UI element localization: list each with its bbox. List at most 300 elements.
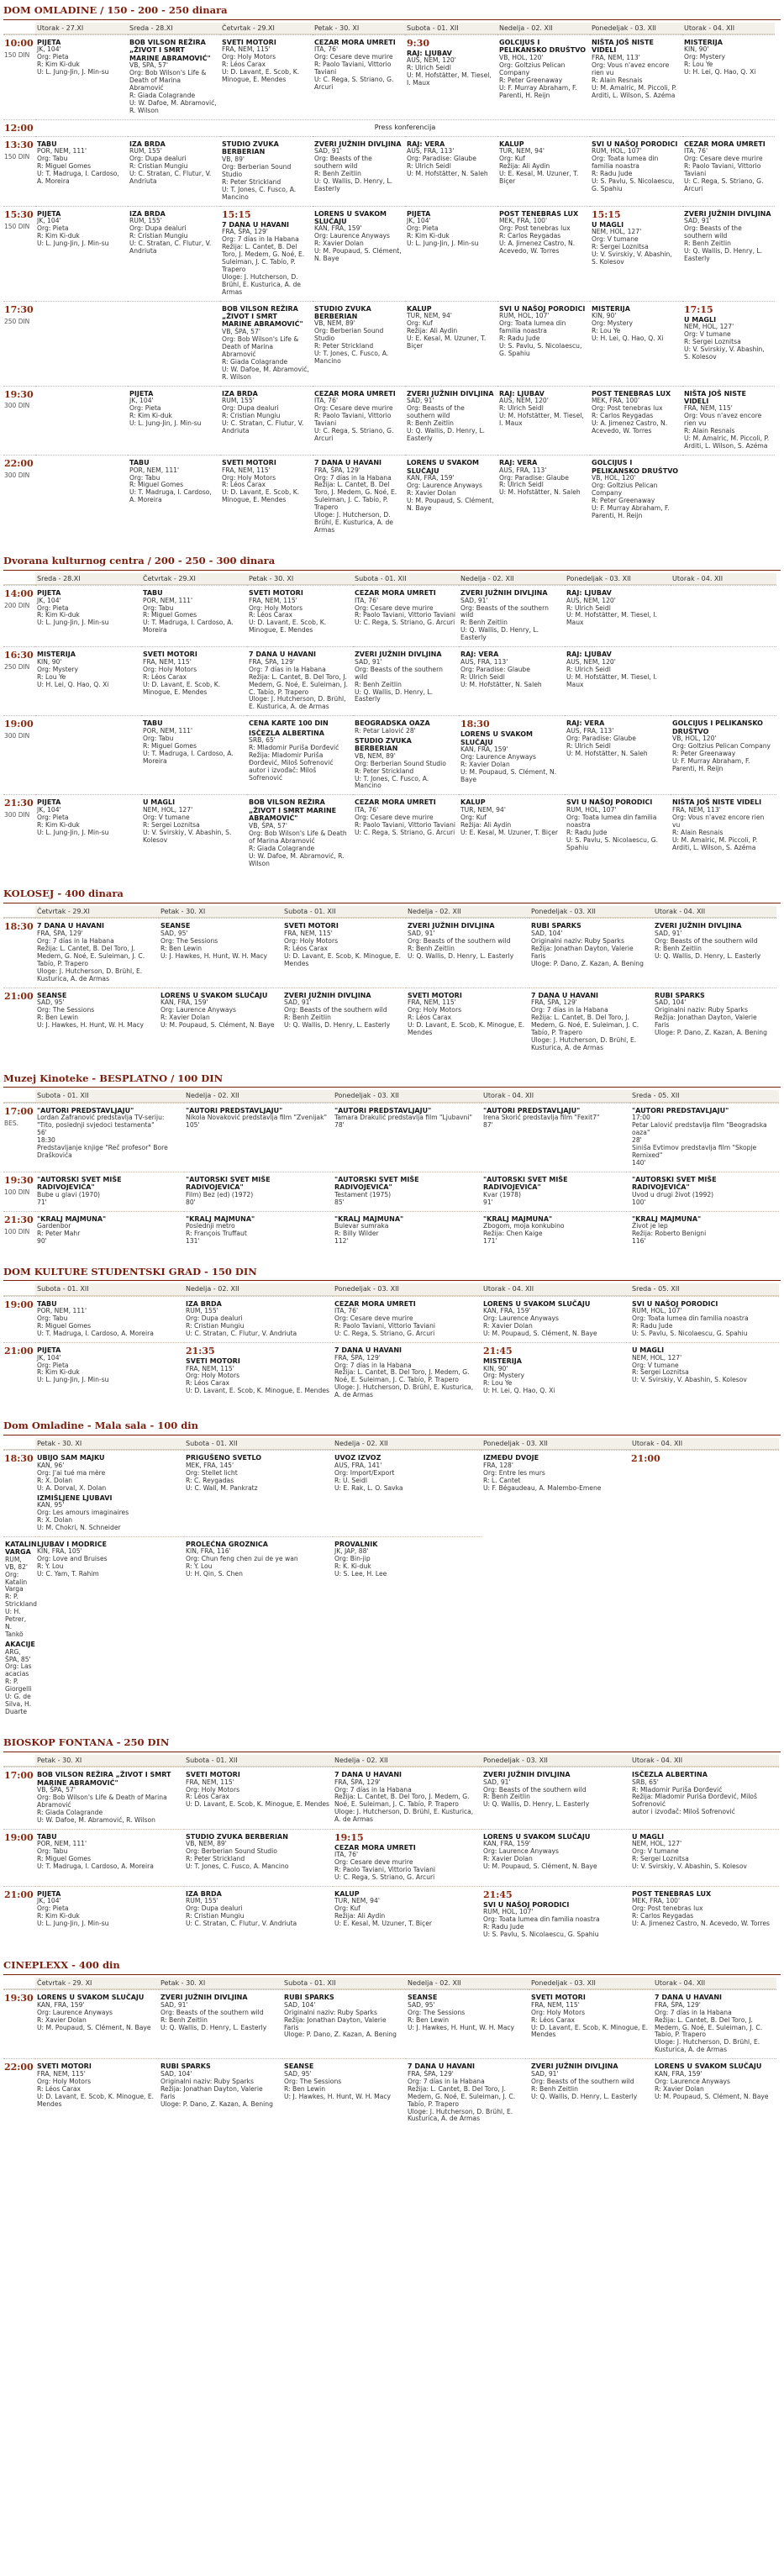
- film-detail: Org: Holy Motors: [186, 1785, 240, 1794]
- film-detail: ITA, 76': [355, 596, 379, 604]
- film-detail: U: M. Hofstätter, M. Tiesel, I. Maux: [566, 611, 657, 627]
- film-detail: U: C. Rega, S. Striano, G. Arcuri: [314, 76, 394, 92]
- film-detail: U: C. Rega, S. Striano, G. Arcuri: [355, 828, 455, 836]
- price-label: 300 DIN: [4, 811, 30, 819]
- screening: [355, 589, 455, 627]
- film-detail: Režija: Ali Aydin: [460, 820, 512, 829]
- film-detail: R: Paolo Taviani, Vittorio Taviani: [314, 411, 392, 427]
- film-detail: R: Alain Resnais: [592, 76, 643, 84]
- screening: [37, 1494, 181, 1532]
- film-detail: VB, ŠPA, 57': [37, 1786, 76, 1794]
- schedule-cell: [590, 386, 682, 456]
- schedule-cell: [35, 918, 159, 987]
- screening: [334, 1107, 478, 1130]
- venue-section: [3, 1419, 781, 1720]
- film-detail: 116': [632, 1236, 646, 1245]
- film-title: RAJ: VERA: [499, 459, 538, 467]
- schedule-cell: [630, 1767, 779, 1829]
- film-detail: autor i izvođač: Miloš Sofrenović: [632, 1808, 735, 1816]
- time-value: 21:30: [4, 798, 34, 809]
- film-title: TABU: [37, 1299, 57, 1308]
- screening: [222, 459, 309, 504]
- film-detail: Org: Mystery: [483, 1372, 525, 1380]
- schedule-cell: [141, 715, 247, 794]
- time-value: 21:00: [631, 1453, 660, 1465]
- film-detail: Org: 7 días in la Habana: [334, 1361, 412, 1369]
- film-title: PIJETA: [37, 39, 61, 46]
- schedule-cell: [184, 1172, 333, 1211]
- film-detail: Predstavljanje knjige "Reč profesor" Bore Draškovića: [37, 1143, 168, 1159]
- film-detail: R: Peter Greenaway: [672, 750, 736, 758]
- film-detail: Org: Holy Motors: [222, 53, 276, 61]
- screening: [249, 651, 350, 711]
- film-detail: SAD, 91': [460, 596, 488, 604]
- day-header: Utorak - 04. XII: [481, 1090, 630, 1102]
- film-detail: R: Benh Zeitlin: [684, 239, 731, 247]
- schedule-cell: [590, 136, 682, 206]
- day-header: Nedelja - 02. XII: [333, 1438, 481, 1450]
- film-detail: SAD, 91': [284, 998, 312, 1006]
- film-detail: R: Kim Ki-duk: [37, 820, 80, 829]
- schedule-cell: [282, 1989, 406, 2058]
- film-title: CEZAR MORA UMRETI: [684, 140, 766, 148]
- film-detail: SAD, 95': [408, 2000, 435, 2009]
- film-detail: Org: Post tenebras lux: [592, 403, 663, 412]
- film-detail: U: L. Jung-Jin, J. Min-su: [37, 1920, 109, 1928]
- film-detail: Režija: Jonathan Dayton, Valerie Faris: [160, 2084, 263, 2100]
- screening: [186, 1300, 329, 1338]
- film-title: UBIJO SAM MAJKU: [37, 1454, 105, 1462]
- film-detail: Org: Laurence Anyways: [483, 1847, 559, 1856]
- film-title: SVETI MOTORI: [408, 991, 462, 999]
- film-detail: R: Carlos Reygadas: [632, 1912, 694, 1920]
- time-value: 14:00: [4, 588, 34, 600]
- film-detail: Org: Love and Bruises: [37, 1555, 108, 1563]
- film-title: CEZAR MORA UMRETI: [314, 39, 396, 46]
- schedule-cell: [671, 646, 776, 715]
- film-detail: Lordan Zafranović predstavlja TV-seriju: "Tito, poslednji svjedoci testamenta": [37, 1114, 165, 1130]
- schedule-cell: [682, 206, 775, 301]
- schedule-grid: [3, 1283, 781, 1404]
- film-detail: U: L. Jung-Jin, J. Min-su: [407, 239, 479, 247]
- film-detail: Org: Pieta: [37, 224, 69, 232]
- film-title: CENA KARTE 100 DIN: [249, 719, 329, 728]
- schedule-cell: [630, 1342, 779, 1404]
- time-label: [3, 1886, 35, 1943]
- film-title: NIŠTA JOŠ NISTE VIDELI: [592, 39, 654, 55]
- screening: [531, 1994, 650, 2039]
- film-detail: KAN, FRA, 159': [460, 745, 508, 754]
- film-detail: Org: Dupa dealuri: [186, 1314, 243, 1323]
- price-label: 150 DIN: [4, 152, 30, 161]
- film-title: SVETI MOTORI: [531, 1994, 586, 2002]
- schedule-cell: [653, 2058, 776, 2127]
- film-detail: U: G. de Silva, H. Duarte: [5, 1693, 32, 1716]
- film-detail: R: X. Dolan: [37, 1515, 73, 1524]
- film-detail: U: C. Stratan, C. Flutur, V. Andriuta: [129, 170, 212, 186]
- film-detail: SAD, 91': [355, 657, 382, 666]
- film-detail: KAN, FRA, 159': [655, 2069, 702, 2078]
- price-label: BES.: [4, 1119, 19, 1127]
- film-detail: Org: The Sessions: [284, 2077, 342, 2085]
- screening: [37, 1176, 181, 1207]
- film-detail: U: D. Lavant, E. Scob, K. Minogue, E. Mendes: [37, 2092, 155, 2108]
- film-detail: R: Benh Zeitlin: [531, 2084, 578, 2093]
- film-detail: Org: 7 días in la Habana: [249, 665, 326, 673]
- film-detail: Org: Mystery: [684, 53, 726, 61]
- film-title: TABU: [37, 1832, 57, 1841]
- film-detail: R: Peter Strickland: [355, 766, 414, 775]
- film-detail: Nikola Novaković predstavlja film "Zvenijak": [186, 1114, 327, 1122]
- time-value: 10:00: [4, 38, 34, 49]
- film-detail: Uloge: J. Hutcherson, D. Brühl, E. Kusturica, A. de Armas: [655, 2038, 760, 2054]
- day-header: Četvrtak - 29.XI: [220, 23, 313, 34]
- film-detail: U: D. Lavant, E. Scob, K. Minogue, E. Mendes: [186, 1800, 329, 1809]
- film-detail: U: M. Poupaud, S. Clément, N. Baye: [37, 2023, 151, 2031]
- film-detail: Uloge: J. Hutcherson, D. Brühl, E. Kusturica, A. de Armas: [222, 272, 301, 296]
- film-detail: RUM, VB, 82': [5, 1555, 28, 1571]
- film-detail: 18:30: [37, 1135, 55, 1144]
- schedule-cell: [481, 1172, 630, 1211]
- film-detail: R: Kim Ki-duk: [37, 1368, 80, 1377]
- time-label: [3, 455, 35, 539]
- film-detail: KAN, FRA, 159': [407, 473, 455, 482]
- schedule-cell: [682, 455, 775, 539]
- film-detail: AUS, FRA, 113': [499, 466, 547, 474]
- screening: [37, 922, 155, 982]
- day-header: Utorak - 04. XII: [630, 1438, 779, 1450]
- time-label: [3, 2058, 35, 2127]
- film-detail: U: T. Madruga, I. Cardoso, A. Moreira: [37, 1862, 154, 1871]
- time-label: [3, 988, 35, 1056]
- film-detail: U: Q. Wallis, D. Henry, L. Easterly: [160, 2023, 267, 2031]
- film-detail: Film) Bez (ed) (1972): [186, 1190, 254, 1198]
- film-detail: Org: Cesare deve murire: [334, 1858, 413, 1867]
- film-detail: FRA, ŠPA, 129': [37, 929, 83, 937]
- screening: [684, 39, 771, 76]
- film-title: SVETI MOTORI: [186, 1357, 240, 1366]
- day-header: Utorak - 04. XII: [671, 573, 776, 585]
- film-detail: R: Cristian Mungiu: [129, 162, 188, 171]
- screening: [314, 390, 402, 443]
- film-detail: Originalni naziv: Ruby Sparks: [160, 2077, 254, 2085]
- film-detail: R: Mladomir Puriša Đorđević: [249, 744, 339, 752]
- film-detail: U: M. Poupaud, S. Clément, N. Baye: [483, 1330, 597, 1338]
- schedule-cell: [220, 301, 313, 386]
- film-title: "KRALJ MAJMUNA": [37, 1214, 107, 1223]
- film-detail: R: Paolo Taviani, Vittorio Taviani: [334, 1866, 436, 1874]
- venue-section: [3, 1265, 781, 1404]
- screening: [186, 1833, 329, 1871]
- film-detail: Org: The Sessions: [37, 1005, 95, 1014]
- film-title: BOB VILSON REŽIRA „ŽIVOT I SMRT MARINE ABRAMOVIĆ": [222, 304, 303, 329]
- film-detail: Org: Holy Motors: [408, 1005, 462, 1014]
- film-detail: U: L. Jung-Jin, J. Min-su: [37, 828, 109, 836]
- film-detail: U: H. Qin, S. Chen: [186, 1570, 243, 1578]
- screening: [284, 1994, 403, 2039]
- film-detail: FRA, ŠPA, 129': [334, 1353, 381, 1362]
- film-detail: Org: Beasts of the southern wild: [408, 936, 511, 945]
- film-detail: Org: Dupa dealuri: [129, 224, 187, 232]
- film-detail: FRA, ŠPA, 129': [249, 657, 295, 666]
- film-detail: FRA, ŠPA, 129': [222, 227, 268, 235]
- film-detail: R: Kim Ki-duk: [37, 61, 80, 69]
- film-title: U MAGLI: [592, 220, 624, 229]
- schedule-cell: [128, 386, 220, 456]
- schedule-cell: [671, 715, 776, 794]
- film-detail: Org: 7 días in la Habana: [531, 1005, 608, 1014]
- screening-time: 17:15: [684, 303, 713, 315]
- day-header: Ponedeljak - 03. XII: [590, 23, 682, 34]
- schedule-cell: [220, 455, 313, 539]
- film-detail: Org: Bob Wilson's Life & Death of Marina Abramović: [249, 829, 347, 845]
- film-detail: R: Miguel Gomes: [37, 1855, 92, 1863]
- film-detail: R: Miguel Gomes: [129, 481, 184, 489]
- film-title: ISČEZLA ALBERTINA: [632, 1771, 708, 1779]
- day-header: Ponedeljak - 03. XII: [565, 573, 671, 585]
- day-header: Petak - 30. XI: [159, 906, 282, 918]
- film-detail: U: Q. Wallis, D. Henry, L. Easterly: [355, 687, 434, 703]
- screening: [314, 459, 402, 535]
- film-detail: Org: Chun feng chen zui de ye wan: [186, 1555, 298, 1563]
- time-value: 18:30: [4, 921, 34, 933]
- film-detail: KIN, 90': [37, 657, 62, 666]
- schedule-cell: [481, 1103, 630, 1172]
- film-detail: R: Xavier Dolan: [37, 2015, 87, 2024]
- film-detail: SAD, 91': [655, 929, 682, 937]
- schedule-cell: [35, 455, 128, 539]
- schedule-cell: [481, 1450, 630, 1536]
- film-detail: Org: Tabu: [143, 734, 174, 742]
- film-detail: SAD, 104': [531, 929, 563, 937]
- film-detail: U: D. Lavant, E. Scob, K. Minogue, E. Mendes: [222, 68, 300, 84]
- screening: [531, 992, 650, 1052]
- film-detail: U: T. Jones, C. Fusco, A. Mancino: [355, 774, 429, 790]
- film-detail: R: Léos Carax: [186, 1793, 230, 1801]
- film-detail: Uloge: J. Hutcherson, D. Brühl, E. Kusturica, A. de Armas: [531, 1035, 637, 1051]
- venue-title: BIOSKOP FONTANA - 250 DIN: [3, 1736, 781, 1752]
- film-detail: ITA, 76': [684, 147, 708, 155]
- film-detail: U: M. Hofstätter, M. Tiesel, I. Maux: [566, 672, 657, 688]
- film-title: POST TENEBRAS LUX: [499, 209, 579, 218]
- film-title: SVETI MOTORI: [284, 922, 339, 930]
- film-detail: R: Léos Carax: [408, 1013, 452, 1021]
- film-detail: R: Kim Ki-duk: [37, 611, 80, 619]
- screening-time: 21:45: [483, 1346, 513, 1357]
- screening: [408, 2062, 526, 2123]
- film-detail: U: T. Madruga, I. Cardoso, A. Moreira: [129, 488, 212, 504]
- film-detail: R: Radu Jude: [592, 170, 633, 178]
- film-detail: R: Y. Lou: [37, 1562, 64, 1571]
- schedule-cell: [481, 1767, 630, 1829]
- film-detail: Režija: L. Cantet, B. Del Toro, J. Medem, G. Noé, E. Suleiman, J. C. Tabío, P. Trapero: [655, 2015, 763, 2039]
- film-detail: U: T. Madruga, I. Cardoso, A. Moreira: [143, 619, 234, 635]
- film-detail: R: Xavier Dolan: [655, 2084, 704, 2093]
- screening: [186, 1176, 329, 1207]
- film-detail: Siniša Evtimov predstavlja film "Skopje Remixed": [632, 1143, 757, 1159]
- film-detail: VB, NEM, 89': [314, 319, 355, 328]
- film-title: ZVERI JUŽNIH DIVLJINA: [160, 1994, 248, 2002]
- film-detail: U: J. Hawkes, H. Hunt, W. H. Macy: [160, 951, 268, 960]
- film-detail: R: Xavier Dolan: [483, 1855, 533, 1863]
- time-label: [3, 1211, 35, 1250]
- screening: [655, 992, 773, 1037]
- film-detail: Org: Beasts of the southern wild: [160, 2008, 264, 2016]
- screening: [143, 798, 244, 844]
- film-detail: 90': [37, 1236, 47, 1245]
- film-detail: U: T. Jones, C. Fusco, A. Mancino: [186, 1862, 289, 1871]
- film-detail: FRA, NEM, 115': [222, 466, 271, 474]
- venue-title: CINEPLEXX - 400 din: [3, 1958, 781, 1975]
- screening: [408, 922, 526, 960]
- screening: [499, 390, 587, 428]
- screening: [129, 210, 217, 255]
- day-header: Utorak - 04. XII: [653, 906, 776, 918]
- film-detail: Org: Beasts of the southern wild: [460, 603, 549, 619]
- schedule-cell: [220, 136, 313, 206]
- film-detail: VB, HOL, 120': [672, 735, 717, 743]
- film-detail: Org: Cesare deve murire: [314, 53, 393, 61]
- screening: [592, 140, 679, 193]
- schedule-cell: [497, 206, 590, 301]
- screening: [355, 798, 455, 836]
- film-detail: R: Lou Ye: [483, 1379, 513, 1388]
- film-detail: JK, 104': [37, 1897, 61, 1905]
- time-value: 12:00: [4, 122, 34, 134]
- schedule-cell: [184, 1536, 333, 1720]
- film-title: SEANSE: [160, 922, 191, 930]
- schedule-cell: [159, 918, 282, 987]
- schedule-cell: [35, 1296, 184, 1342]
- film-detail: U: Q. Wallis, D. Henry, L. Easterly: [531, 2092, 638, 2100]
- film-detail: KIN, 90': [592, 311, 617, 319]
- film-detail: U: S. Pavlu, S. Nicolaescu, G. Spahiu: [566, 835, 659, 851]
- film-detail: VB, 89': [222, 155, 245, 163]
- film-detail: TUR, NEM, 94': [499, 147, 545, 155]
- film-title: PRIGUŠENO SVETLO: [186, 1454, 262, 1462]
- screening: [37, 1107, 181, 1160]
- film-detail: 56': [37, 1129, 47, 1137]
- film-detail: Org: Laurence Anyways: [655, 2077, 730, 2085]
- film-detail: Org: Pieta: [407, 224, 439, 232]
- screening: [334, 1454, 478, 1492]
- film-title: ZVERI JUŽNIH DIVLJINA: [684, 209, 771, 218]
- time-label: [3, 136, 35, 206]
- film-title: RUBI SPARKS: [655, 991, 705, 999]
- screening: [632, 1346, 776, 1384]
- film-detail: U: M. Poupaud, S. Clément, N. Baye: [407, 496, 494, 512]
- film-detail: Kvar (1978): [483, 1190, 521, 1198]
- film-detail: FRA, ŠPA, 129': [531, 998, 577, 1006]
- screening: [334, 1300, 478, 1338]
- film-detail: JK, 104': [407, 216, 431, 224]
- film-detail: R: Ben Lewin: [408, 2015, 450, 2024]
- film-detail: U: L. Jung-Jin, J. Min-su: [37, 239, 109, 247]
- film-detail: TUR, NEM, 94': [407, 311, 452, 319]
- film-detail: Org: Katalin Varga: [5, 1570, 28, 1594]
- schedule-cell: [184, 1103, 333, 1172]
- time-label: [3, 1172, 35, 1211]
- film-title: IZA BRDA: [129, 209, 166, 218]
- venue-section: [3, 3, 781, 539]
- film-detail: Org: V tumane: [632, 1361, 679, 1369]
- film-detail: U: D. Lavant, E. Scob, K. Minogue, E. Mendes: [284, 951, 402, 967]
- film-title: "AUTORSKI SVET MIŠE RADIVOJEVIĆA": [483, 1175, 568, 1192]
- film-detail: FRA, ŠPA, 129': [408, 2069, 454, 2078]
- schedule-cell: [333, 1211, 481, 1250]
- film-detail: U: Q. Wallis, D. Henry, L. Easterly: [460, 626, 539, 642]
- film-title: "AUTORSKI SVET MIŠE RADIVOJEVIĆA": [37, 1175, 122, 1192]
- schedule-cell: [630, 1886, 779, 1943]
- day-header: Petak - 30. XI: [35, 1755, 184, 1767]
- price-label: 150 DIN: [4, 222, 30, 230]
- film-title: 7 DANA U HAVANI: [249, 651, 316, 659]
- film-detail: Org: Beasts of the southern wild: [684, 224, 742, 240]
- film-title: 7 DANA U HAVANI: [334, 1346, 402, 1355]
- film-detail: Org: Holy Motors: [531, 2008, 586, 2016]
- schedule-cell: [220, 386, 313, 456]
- film-detail: AUS, FRA, 113': [566, 726, 614, 735]
- schedule-cell: [333, 1172, 481, 1211]
- schedule-cell: [353, 646, 459, 715]
- film-detail: 78': [334, 1121, 345, 1130]
- film-detail: Org: Dupa dealuri: [222, 403, 279, 412]
- venue-section: [3, 887, 781, 1056]
- film-title: STUDIO ZVUKA BERBERIAN: [186, 1832, 288, 1841]
- film-detail: U: F. Bégaudeau, A. Malembo-Emene: [483, 1483, 602, 1492]
- venue-title: DOM KULTURE STUDENTSKI GRAD - 150 DIN: [3, 1265, 781, 1282]
- film-title: ZVERI JUŽNIH DIVLJINA: [407, 389, 494, 398]
- schedule-cell: [682, 386, 775, 456]
- film-detail: U: A. Dorval, X. Dolan: [37, 1483, 107, 1492]
- screening: [592, 390, 679, 435]
- film-detail: Režija: Ali Aydin: [499, 162, 550, 171]
- film-detail: RUM, HOL, 107': [566, 805, 617, 814]
- film-detail: R: Peter Greenaway: [592, 496, 655, 504]
- screening: [129, 390, 217, 428]
- day-header: Ponedeljak - 03. XII: [529, 906, 653, 918]
- film-title: RUBI SPARKS: [531, 922, 581, 930]
- schedule-cell: [35, 206, 128, 301]
- schedule-cell: [529, 2058, 653, 2127]
- film-detail: VB, ŠPA, 57': [222, 327, 260, 335]
- day-header: Nedelja - 02. XII: [497, 23, 590, 34]
- film-detail: Org: Las acacias: [5, 1662, 32, 1678]
- film-detail: U: J. Hawkes, H. Hunt, W. H. Macy: [284, 2092, 392, 2100]
- screening: [334, 1346, 478, 1399]
- film-detail: Org: Vous n'avez encore rien vu: [684, 412, 762, 428]
- film-title: 7 DANA U HAVANI: [531, 991, 598, 999]
- film-detail: R: Peter Strickland: [186, 1855, 245, 1863]
- film-detail: U: E. Kesal, M. Uzuner, T. Biçer: [499, 170, 579, 186]
- day-header: Subota - 01. XII: [282, 1978, 406, 1989]
- film-detail: U: W. Dafoe, M. Abramović, R. Wilson: [129, 99, 217, 115]
- screening: [566, 798, 667, 851]
- price-label: 250 DIN: [4, 663, 30, 672]
- schedule-cell: [333, 1103, 481, 1172]
- film-detail: R: Mladomir Puriša Đorđević: [632, 1785, 723, 1794]
- film-title: RUBI SPARKS: [284, 1994, 334, 2002]
- screening: [37, 651, 138, 688]
- screening: [483, 1833, 627, 1871]
- film-detail: Org: 7 días in la Habana: [655, 2008, 732, 2016]
- film-detail: Org: Pieta: [37, 53, 69, 61]
- header-corner: [3, 573, 35, 585]
- time-label: [3, 1342, 35, 1404]
- schedule-cell: [565, 794, 671, 872]
- film-detail: Org: V tumane: [143, 813, 190, 821]
- day-header: Ponedeljak - 03. XII: [481, 1438, 630, 1450]
